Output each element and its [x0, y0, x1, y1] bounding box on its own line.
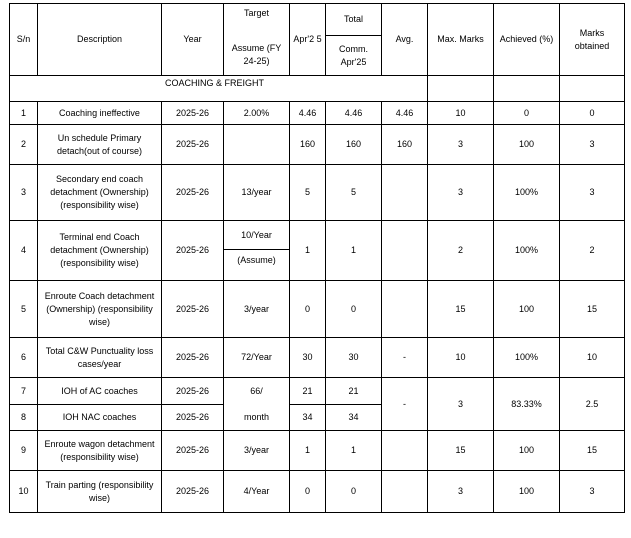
- cell-apr: 4.46: [290, 102, 326, 125]
- cell-marks: 3: [560, 165, 625, 221]
- cell-max: 15: [428, 281, 494, 338]
- cell-total: 1: [326, 221, 382, 281]
- section-row: [10, 76, 625, 102]
- cell-max: 15: [428, 431, 494, 471]
- cell-achieved: 100: [494, 471, 560, 513]
- cell-sn: 4: [10, 221, 38, 281]
- cell-avg: -: [382, 378, 428, 431]
- cell-avg: [382, 431, 428, 471]
- cell-total: 4.46: [326, 102, 382, 125]
- cell-target: 3/year: [224, 431, 290, 471]
- header-total: Total: [326, 4, 382, 36]
- cell-target: 4/Year: [224, 471, 290, 513]
- cell-max: 2: [428, 221, 494, 281]
- cell-avg: [382, 281, 428, 338]
- cell-year: 2025-26: [162, 221, 224, 281]
- cell-target: 13/year: [224, 165, 290, 221]
- cell-target: month: [224, 405, 290, 431]
- header-description: Description: [38, 4, 162, 76]
- cell-apr: 1: [290, 221, 326, 281]
- cell-description: Terminal end Coach detachment (Ownership) (responsibility wise): [38, 221, 162, 281]
- table-row: [10, 102, 625, 125]
- cell-year: 2025-26: [162, 405, 224, 431]
- cell-description: Train parting (responsibility wise): [38, 471, 162, 513]
- table-row: [10, 221, 625, 250]
- header-target-assume: Assume (FY 24-25): [224, 36, 290, 76]
- cell-sn: 7: [10, 378, 38, 405]
- cell-total: 160: [326, 125, 382, 165]
- header-marks-obtained: Marks obtained: [560, 4, 625, 76]
- cell-achieved: 100%: [494, 165, 560, 221]
- cell-description: Un schedule Primary detach(out of course): [38, 125, 162, 165]
- cell-max: 3: [428, 378, 494, 431]
- cell-avg: 160: [382, 125, 428, 165]
- cell-description: IOH NAC coaches: [38, 405, 162, 431]
- cell-total: 21: [326, 378, 382, 405]
- header-target: Target: [224, 4, 290, 36]
- cell-description: Coaching ineffective: [38, 102, 162, 125]
- cell-marks: 3: [560, 125, 625, 165]
- cell-max: 10: [428, 102, 494, 125]
- cell-description: Enroute Coach detachment (Ownership) (responsibility wise): [38, 281, 162, 338]
- cell-year: 2025-26: [162, 338, 224, 378]
- cell-description: IOH of AC coaches: [38, 378, 162, 405]
- cell-total: 34: [326, 405, 382, 431]
- cell-avg: [382, 165, 428, 221]
- cell-description: Enroute wagon detachment (responsibility wise): [38, 431, 162, 471]
- cell-apr: 30: [290, 338, 326, 378]
- cell-max: 3: [428, 125, 494, 165]
- cell-year: 2025-26: [162, 281, 224, 338]
- cell-total: 1: [326, 431, 382, 471]
- cell-target: 66/: [224, 378, 290, 405]
- cell-target: 72/Year: [224, 338, 290, 378]
- cell-achieved: 0: [494, 102, 560, 125]
- cell-description: Total C&W Punctuality loss cases/year: [38, 338, 162, 378]
- cell-description: Secondary end coach detachment (Ownership) (responsibility wise): [38, 165, 162, 221]
- cell-apr: 0: [290, 281, 326, 338]
- cell-sn: 3: [10, 165, 38, 221]
- cell-achieved: 100: [494, 431, 560, 471]
- cell-marks: 15: [560, 431, 625, 471]
- table-row: [10, 471, 625, 513]
- cell-marks: 2: [560, 221, 625, 281]
- cell-sn: 8: [10, 405, 38, 431]
- header-achieved: Achieved (%): [494, 4, 560, 76]
- cell-apr: 160: [290, 125, 326, 165]
- cell-avg: 4.46: [382, 102, 428, 125]
- table-row: [10, 125, 625, 165]
- cell-year: 2025-26: [162, 102, 224, 125]
- cell-marks: 2.5: [560, 378, 625, 431]
- header-total-comm: Comm. Apr'25: [326, 36, 382, 76]
- cell-sn: 2: [10, 125, 38, 165]
- header-sn: S/n: [10, 4, 38, 76]
- cell-sn: 1: [10, 102, 38, 125]
- cell-apr: 0: [290, 471, 326, 513]
- cell-total: 30: [326, 338, 382, 378]
- cell-target: [224, 125, 290, 165]
- cell-target: 10/Year: [224, 221, 290, 250]
- cell-year: 2025-26: [162, 471, 224, 513]
- header-year: Year: [162, 4, 224, 76]
- cell-achieved: 100: [494, 125, 560, 165]
- cell-total: 0: [326, 281, 382, 338]
- cell-max: 3: [428, 165, 494, 221]
- header-max-marks: Max. Marks: [428, 4, 494, 76]
- cell-marks: 3: [560, 471, 625, 513]
- cell-sn: 6: [10, 338, 38, 378]
- cell-apr: 1: [290, 431, 326, 471]
- section-title: COACHING & FREIGHT: [10, 76, 428, 102]
- cell-target: 2.00%: [224, 102, 290, 125]
- cell-sn: 9: [10, 431, 38, 471]
- cell-sn: 10: [10, 471, 38, 513]
- table-row: [10, 338, 625, 378]
- cell-achieved: 100%: [494, 221, 560, 281]
- table-row: [10, 165, 625, 221]
- cell-year: 2025-26: [162, 165, 224, 221]
- cell-apr: 5: [290, 165, 326, 221]
- cell-target: 3/year: [224, 281, 290, 338]
- cell-marks: 0: [560, 102, 625, 125]
- cell-marks: 10: [560, 338, 625, 378]
- header-apr: Apr'2 5: [290, 4, 326, 76]
- cell-achieved: 100%: [494, 338, 560, 378]
- table-row: [10, 281, 625, 338]
- cell-avg: [382, 221, 428, 281]
- cell-year: 2025-26: [162, 378, 224, 405]
- cell-avg: [382, 471, 428, 513]
- coaching-freight-table: [9, 3, 625, 513]
- cell-year: 2025-26: [162, 431, 224, 471]
- cell-total: 5: [326, 165, 382, 221]
- header-avg: Avg.: [382, 4, 428, 76]
- cell-avg: -: [382, 338, 428, 378]
- cell-achieved: 100: [494, 281, 560, 338]
- table-row: [10, 431, 625, 471]
- cell-marks: 15: [560, 281, 625, 338]
- cell-apr: 21: [290, 378, 326, 405]
- cell-max: 3: [428, 471, 494, 513]
- table-row: [10, 378, 625, 405]
- cell-total: 0: [326, 471, 382, 513]
- cell-sn: 5: [10, 281, 38, 338]
- cell-apr: 34: [290, 405, 326, 431]
- cell-max: 10: [428, 338, 494, 378]
- cell-target-sub: (Assume): [224, 250, 290, 281]
- cell-achieved: 83.33%: [494, 378, 560, 431]
- cell-year: 2025-26: [162, 125, 224, 165]
- header-row: [10, 4, 625, 36]
